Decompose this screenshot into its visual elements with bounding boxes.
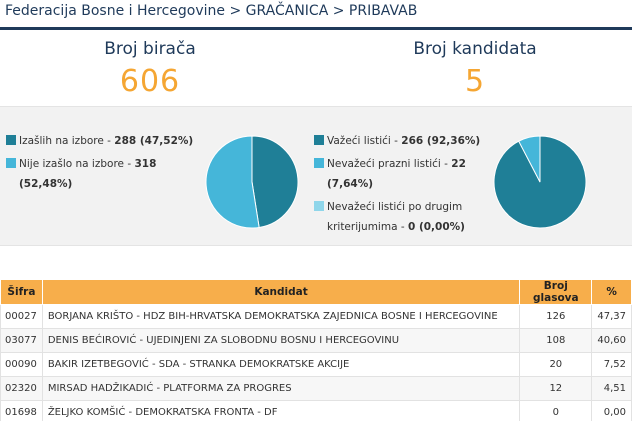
legend-value-percent: (52,48%): [19, 178, 73, 190]
cell-code: 03077: [1, 329, 43, 353]
legend-item-turnout-not-voted: [6, 154, 196, 194]
legend-item-turnout-voted: [6, 131, 196, 151]
voters-stat: [0, 34, 300, 99]
legend-value: 266 (92,36%): [401, 135, 481, 147]
pie-slice-voted[interactable]: [252, 136, 298, 227]
column-header-percent[interactable]: %: [592, 280, 632, 305]
cell-code: 00090: [1, 353, 43, 377]
table-row[interactable]: [1, 305, 632, 329]
table-row[interactable]: [1, 329, 632, 353]
legend-value-percent: (7,64%): [327, 178, 374, 190]
column-header-code[interactable]: Šifra: [1, 280, 43, 305]
charts-panel: [0, 106, 632, 246]
legend-item-blank-ballots: [314, 154, 489, 194]
ballots-pie-chart: [488, 130, 592, 234]
candidates-value: 5: [464, 64, 486, 99]
breadcrumb[interactable]: Federacija Bosne i Hercegovine > GRAČANICA > PRIBAVAB: [5, 3, 418, 19]
table-row[interactable]: [1, 401, 632, 421]
cell-candidate: BAKIR IZETBEGOVIĆ - SDA - STRANKA DEMOKRATSKE AKCIJE: [42, 353, 519, 377]
candidates-table: [0, 279, 632, 421]
cell-percent: 7,52: [592, 353, 632, 377]
cell-code: 00027: [1, 305, 43, 329]
cell-votes: 12: [520, 377, 592, 401]
turnout-pie-chart: [200, 130, 304, 234]
voters-label: Broj birača: [104, 39, 196, 59]
cell-percent: 40,60: [592, 329, 632, 353]
cell-votes: 0: [520, 401, 592, 421]
legend-item-valid-ballots: [314, 131, 489, 151]
cell-candidate: MIRSAD HADŽIKADIĆ - PLATFORMA ZA PROGRES: [42, 377, 519, 401]
stats-section: [0, 34, 632, 102]
table-row[interactable]: [1, 377, 632, 401]
candidates-label: Broj kandidata: [413, 39, 537, 59]
legend-label-cont: kriterijumima -: [327, 221, 408, 233]
legend-label: Izašlih na izbore -: [19, 135, 115, 147]
cell-votes: 126: [520, 305, 592, 329]
pie-slice-not-voted[interactable]: [206, 136, 259, 228]
legend-value: 0 (0,00%): [407, 221, 465, 233]
legend-item-other-invalid-ballots: [314, 197, 489, 237]
cell-candidate: DENIS BEĆIROVIĆ - UJEDINJENI ZA SLOBODNU BOSNU I HERCEGOVINU: [42, 329, 519, 353]
legend-swatch: [314, 201, 324, 211]
legend-label: Nevažeći prazni listići -: [327, 158, 452, 170]
cell-percent: 47,37: [592, 305, 632, 329]
cell-candidate: BORJANA KRIŠTO - HDZ BIH-HRVATSKA DEMOKRATSKA ZAJEDNICA BOSNE I HERCEGOVINE: [42, 305, 519, 329]
voters-value: 606: [119, 64, 181, 99]
header-bar: [0, 0, 632, 30]
legend-value: 318: [134, 158, 157, 170]
cell-code: 02320: [1, 377, 43, 401]
cell-percent: 0,00: [592, 401, 632, 421]
legend-label: Važeći listići -: [327, 135, 402, 147]
cell-votes: 108: [520, 329, 592, 353]
candidates-stat: [325, 34, 625, 99]
column-header-candidate[interactable]: Kandidat: [42, 280, 519, 305]
legend-value: 288 (47,52%): [114, 135, 194, 147]
cell-code: 01698: [1, 401, 43, 421]
column-header-votes[interactable]: Broj glasova: [520, 280, 592, 305]
cell-votes: 20: [520, 353, 592, 377]
legend-label: Nije izašlo na izbore -: [19, 158, 135, 170]
legend-swatch: [314, 135, 324, 145]
legend-label: Nevažeći listići po drugim: [327, 201, 463, 213]
ballots-legend: [314, 131, 489, 240]
table-header-row: [1, 280, 632, 305]
cell-percent: 4,51: [592, 377, 632, 401]
legend-swatch: [314, 158, 324, 168]
table-row[interactable]: [1, 353, 632, 377]
legend-swatch: [6, 158, 16, 168]
cell-candidate: ŽELJKO KOMŠIĆ - DEMOKRATSKA FRONTA - DF: [42, 401, 519, 421]
legend-value: 22: [451, 158, 466, 170]
legend-swatch: [6, 135, 16, 145]
turnout-legend: [6, 131, 196, 197]
